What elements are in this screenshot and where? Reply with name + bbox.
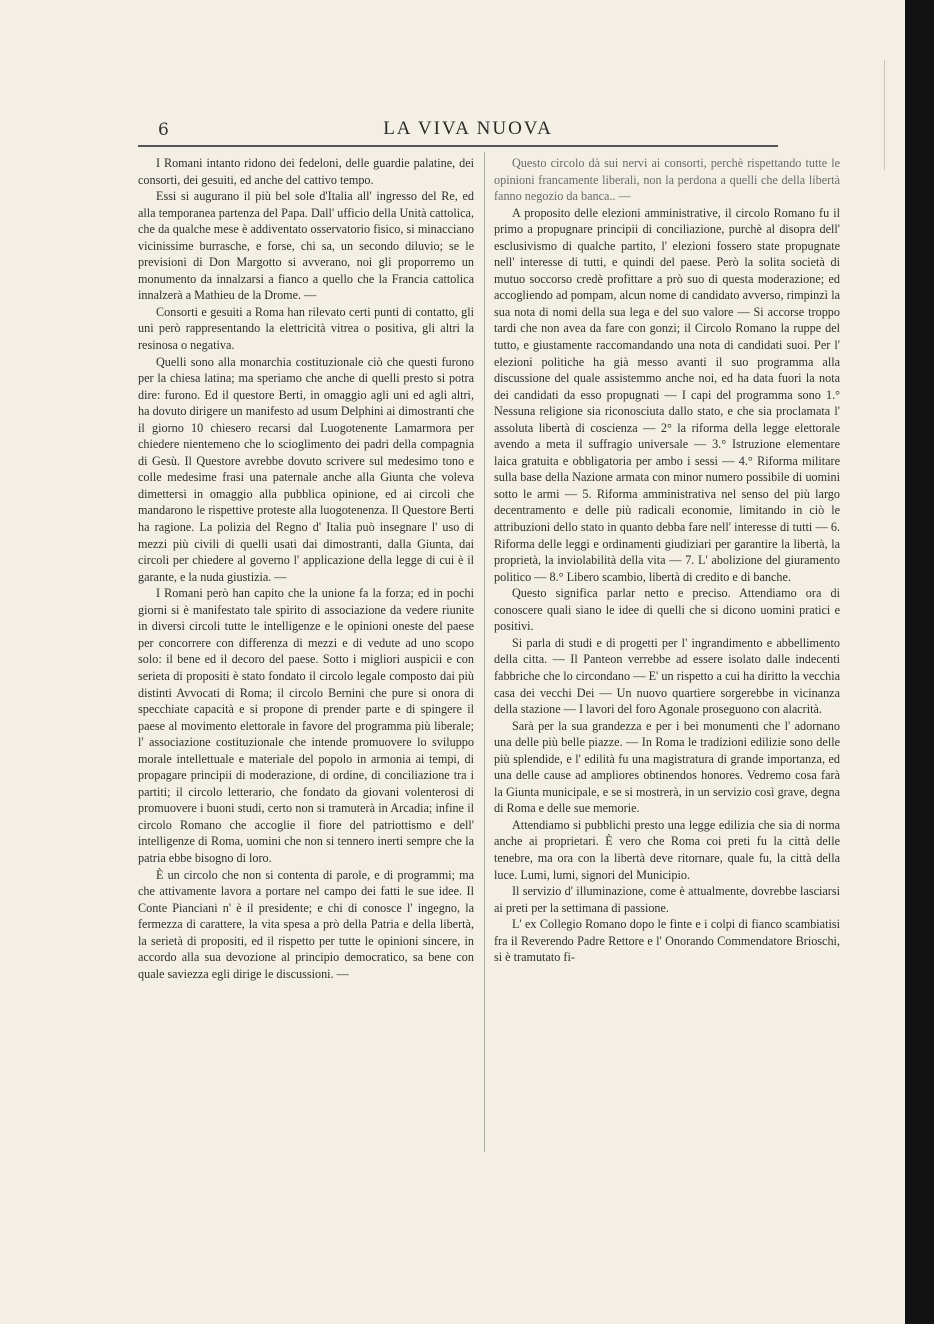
masthead-title: LA VIVA NUOVA: [383, 118, 553, 139]
column-divider: [484, 152, 485, 1152]
article-paragraph: A proposito delle elezioni amministrative, il circolo Romano fu il primo a propugnare principii di conciliazione, purchè al disopra dell' esclusivismo di qualche partito, l' elezioni fossero state propugnate nell' interesse di tutti, e quindi del paese. Però la solita società di mutuo soccorso credè profittare a prò suo di questa moderazione; ed accogliendo ad pompam, alcun nome di candidato avverso, rimpinzì la sua nota di nomi della sua lega e del suo valore — Si accorse troppo tardi che non avea da fare con gonzi; il Circolo Romano la ruppe del tutto, e giustamente raccomandando una nota di candidati suoi. Per l' elezioni politiche ha già messo avanti il suo programma alla discussione del quale assistemmo anche noi, ed ha data fuori la nota dei candidati da esso propugnati — I capi del programma sono 1.° Nessuna religione sia riconosciuta dallo stato, e che sia proclamata l' assoluta libertà di coscienza — 2° la riforma della legge elettorale avendo a meta il suffragio universale — 3.° Istruzione elementare laica gratuita e obbligatoria per ambo i sessi — 4.° Riforma militare sulla base della Nazione armata con minor numero possibile di uomini sotto le armi — 5. Riforma amministrativa nel senso del più largo decentramento e delle più radicali economie, limitando in ciò le attribuzioni dello stato in quanto debba fare nell' interesse di tutti — 6. Riforma delle leggi e ordinamenti giudiziari per garantire la libertà, la proprietà, la inviolabilità della vita — 7. L' abolizione del giuramento politico — 8.° Libero scambio, libertà di credito e di banche.: [494, 205, 840, 584]
left-column: [138, 155, 474, 982]
article-paragraph: Sarà per la sua grandezza e per i bei monumenti che l' adornano una delle più belle piazze. — In Roma le tradizioni edilizie sono delle più splendide, e l' edilità fu una magistratura di grande importanza, ed una delle cause ad ampliores obtinendos honores. Vedremo cosa farà la Giunta municipale, e se si mostrerà, in un servizio così grave, degna di Roma e delle sue memorie.: [494, 718, 840, 816]
article-paragraph: L' ex Collegio Romano dopo le finte e i colpi di fianco scambiatisi fra il Reverendo Padre Rettore e l' Onorando Commendatore Brioschi, si è tramutato fi-: [494, 917, 840, 965]
article-paragraph: Questo significa parlar netto e preciso. Attendiamo ora di conoscere quali siano le idee di quelli che si dicono uomini pratici e positivi.: [494, 586, 840, 634]
page-header: [158, 118, 778, 144]
article-paragraph: Si parla di studi e di progetti per l' ingrandimento e abbellimento della citta. — Il Panteon verrebbe ad essere isolato dalle indecenti fabbriche che lo circondano — E' un rispetto a cui ha diritto la vecchia casa dei vecchi Dei — Un nuovo quartiere sorgerebbe in vicinanza della stazione — I lavori del foro Agonale proseguono con alacrità.: [494, 635, 840, 717]
article-paragraph: Consorti e gesuiti a Roma han rilevato certi punti di contatto, gli uni però rappresentando la elettricità vitrea o positiva, gli altri la resinosa o negativa.: [138, 304, 474, 353]
article-paragraph: Essi si augurano il più bel sole d'Italia all' ingresso del Re, ed alla temporanea partenza del Papa. Dall' ufficio della Unità cattolica, che da qualche mese è addiventato osservatorio fisico, si minacciano vicinissime burrasche, e forse, chi sa, un secondo diluvio; se le previsioni di Don Margotto si avverano, noi gli proporremo un monumento da innalzarsi a fianco a quello che la Francia cattolica innalzerà a Mathieu de la Drome. —: [138, 189, 474, 303]
article-paragraph: I Romani intanto ridono dei fedeloni, delle guardie palatine, dei consorti, dei gesuiti, ed anche del cattivo tempo.: [138, 156, 474, 187]
page-number: 6: [158, 120, 169, 140]
article-paragraph: Il servizio d' illuminazione, come è attualmente, dovrebbe lasciarsi ai preti per la settimana di passione.: [494, 884, 840, 915]
article-paragraph: È un circolo che non si contenta di parole, e di programmi; ma che attivamente lavora a portare nel campo dei fatti le sue idee. Il Conte Pianciani n' è il presidente; e chi di conosce l' ingegno, la fermezza di carattere, la vita spesa a prò della Patria e della libertà, la serietà di propositi, ed il rispetto per tutte le opinioni sincere, in accordo alla sua devozione al principio democratico, sa bene con quale saviezza egli dirige le discussioni. —: [138, 867, 474, 981]
right-column: [494, 155, 840, 966]
article-paragraph: Quelli sono alla monarchia costituzionale ciò che questi furono per la chiesa latina; ma speriamo che anche di quelli presto si potra dire: furono. Ed il questore Berti, in omaggio agli uni ed agli altri, ha dovuto dirigere un manifesto ad usum Delphini ai dimostranti che il giorno 10 chiesero recarsi dal Luogotenente Lamarmora per chiedere nientemeno che lo scioglimento dei padri della compagnia di Gesù. Il Questore avrebbe dovuto scrivere sul medesimo tono e colle medesime frasi una paternale anche alla Giunta che voleva dimettersi in omaggio alla pubblica opinione, ed ai circoli che mandarono le rispettive proteste alla luogotenenza. Il Questore Berti ha ragione. La polizia del Regno d' Italia può insegnare l' uso di mezzi più civili di quelli usati dai dimostranti, dalla Giunta, dai circoli per chiedere al governo l' applicazione della legge di cui è il garante, e la nuda giustizia. —: [138, 354, 474, 584]
scan-shadow-edge: [905, 0, 934, 1324]
article-paragraph: Questo circolo dà sui nervi ai consorti, perchè rispettando tutte le opinioni francamente liberali, non la perdona a quelli che della libertà fanno negozio da banca.. —: [494, 156, 840, 204]
page-edge-mark: [884, 60, 893, 170]
article-paragraph: I Romani però han capito che la unione fa la forza; ed in pochi giorni si è manifestato tale spirito di associazione da vedere riunite in diversi circoli tutte le intelligenze e le opinioni oneste del paese per concorrere con differenza di mezzi e di vedute ad uno scopo solo: il bene ed il decoro del paese. Sotto i migliori auspicii e con serieta di propositi è stato fondato il circolo legale composto dai più distinti Avvocati di Roma; il circolo Bernini che pure si onora di specchiate capacità e si propone di prender parte e di spingere il paese al movimento elettorale in favore del programma più liberale; l' associazione costituzionale che intende promuovere lo sviluppo morale intellettuale e materiale del popolo in armonia ai tempi, di propagare principii di moderazione, di ordine, di conciliazione tra i partiti; il circolo letterario, che fondato da giovani volenterosi di promuovere i buoni studi, certo non si tramuterà in Arcadia; infine il circolo Romano che accoglie il fiore del patriottismo e dell' intelligenze di Roma, uomini che non si tennero inerti sempre che la patria ebbe bisogno di loro.: [138, 586, 474, 865]
article-paragraph: Attendiamo si pubblichi presto una legge edilizia che sia di norma anche ai proprietari. È vero che Roma coi preti fu la città delle tenebre, ma ora con la libertà deve ritornare, quale fu, la città della luce. Lumi, lumi, signori del Municipio.: [494, 817, 840, 882]
header-rule: [138, 145, 778, 147]
